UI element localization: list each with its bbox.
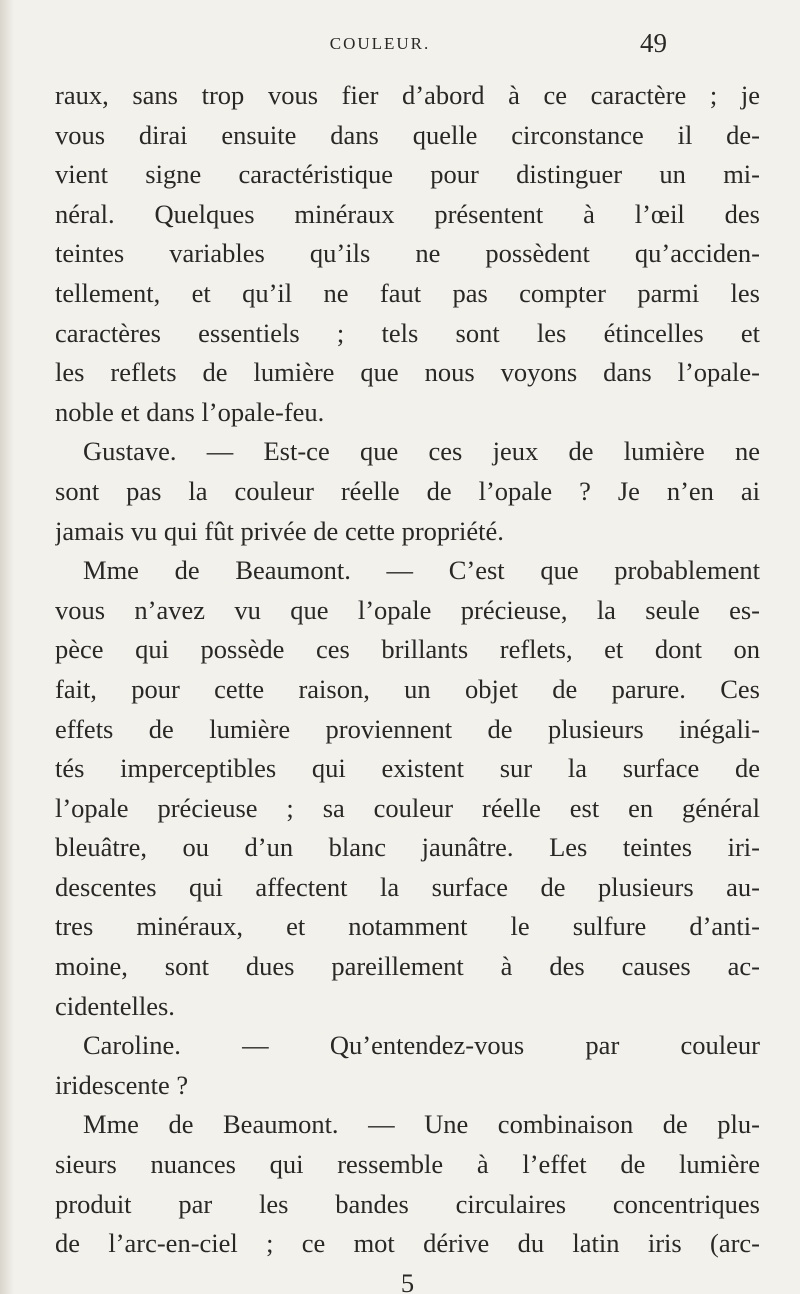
text-line: effets de lumière proviennent de plusieurs inégali-: [55, 713, 760, 744]
text-line: les reflets de lumière que nous voyons dans l’opale-: [55, 357, 760, 388]
text-line: noble et dans l’opale-feu.: [55, 396, 325, 427]
page-gutter-shadow: [0, 0, 14, 1294]
text-line: vous n’avez vu que l’opale précieuse, la seule es-: [55, 594, 760, 625]
text-line: raux, sans trop vous fier d’abord à ce caractère ; je: [55, 80, 760, 110]
text-line: l’opale précieuse ; sa couleur réelle est en général: [55, 792, 760, 823]
signature-mark: 5: [400, 1267, 415, 1294]
text-line: sont pas la couleur réelle de l’opale ? Je n’en ai: [55, 475, 760, 506]
dialogue-line: Gustave. — Est-ce que ces jeux de lumière ne: [83, 436, 760, 467]
dialogue-line: Mme de Beaumont. — Une combinaison de plu-: [83, 1109, 760, 1140]
body-text: [55, 76, 760, 1294]
text-line: iridescente ?: [55, 1069, 189, 1100]
text-line: tres minéraux, et notamment le sulfure d’anti-: [55, 911, 760, 942]
text-line: vous dirai ensuite dans quelle circonstance il de-: [55, 119, 760, 150]
text-line: vient signe caractéristique pour distinguer un mi-: [55, 159, 760, 190]
text-line: pèce qui possède ces brillants reflets, et dont on: [55, 634, 760, 665]
text-line: descentes qui affectent la surface de plusieurs au-: [55, 871, 760, 902]
text-line: sieurs nuances qui ressemble à l’effet de lumière: [55, 1149, 760, 1180]
dialogue-line: Caroline. — Qu’entendez-vous par couleur: [83, 1030, 760, 1061]
text-line: caractères essentiels ; tels sont les étincelles et: [55, 317, 760, 348]
text-line: produit par les bandes circulaires concentriques: [55, 1188, 760, 1219]
text-line: jamais vu qui fût privée de cette propriété.: [55, 515, 504, 546]
text-line: tellement, et qu’il ne faut pas compter parmi les: [55, 277, 760, 308]
text-line: cidentelles.: [55, 990, 175, 1021]
text-line: tés imperceptibles qui existent sur la surface de: [55, 753, 760, 784]
text-line: teintes variables qu’ils ne possèdent qu’acciden-: [55, 238, 760, 269]
text-line: de l’arc-en-ciel ; ce mot dérive du latin iris (arc-: [55, 1228, 760, 1259]
text-line: moine, sont dues pareillement à des causes ac-: [55, 951, 760, 982]
running-title: COULEUR.: [329, 34, 431, 53]
page-header: [0, 28, 800, 68]
dialogue-line: Mme de Beaumont. — C’est que probablement: [83, 555, 760, 586]
text-line: néral. Quelques minéraux présentent à l’œil des: [55, 198, 760, 229]
text-line: fait, pour cette raison, un objet de parure. Ces: [55, 673, 760, 704]
text-line: bleuâtre, ou d’un blanc jaunâtre. Les teintes iri-: [55, 832, 760, 863]
page-number: 49: [640, 28, 667, 58]
